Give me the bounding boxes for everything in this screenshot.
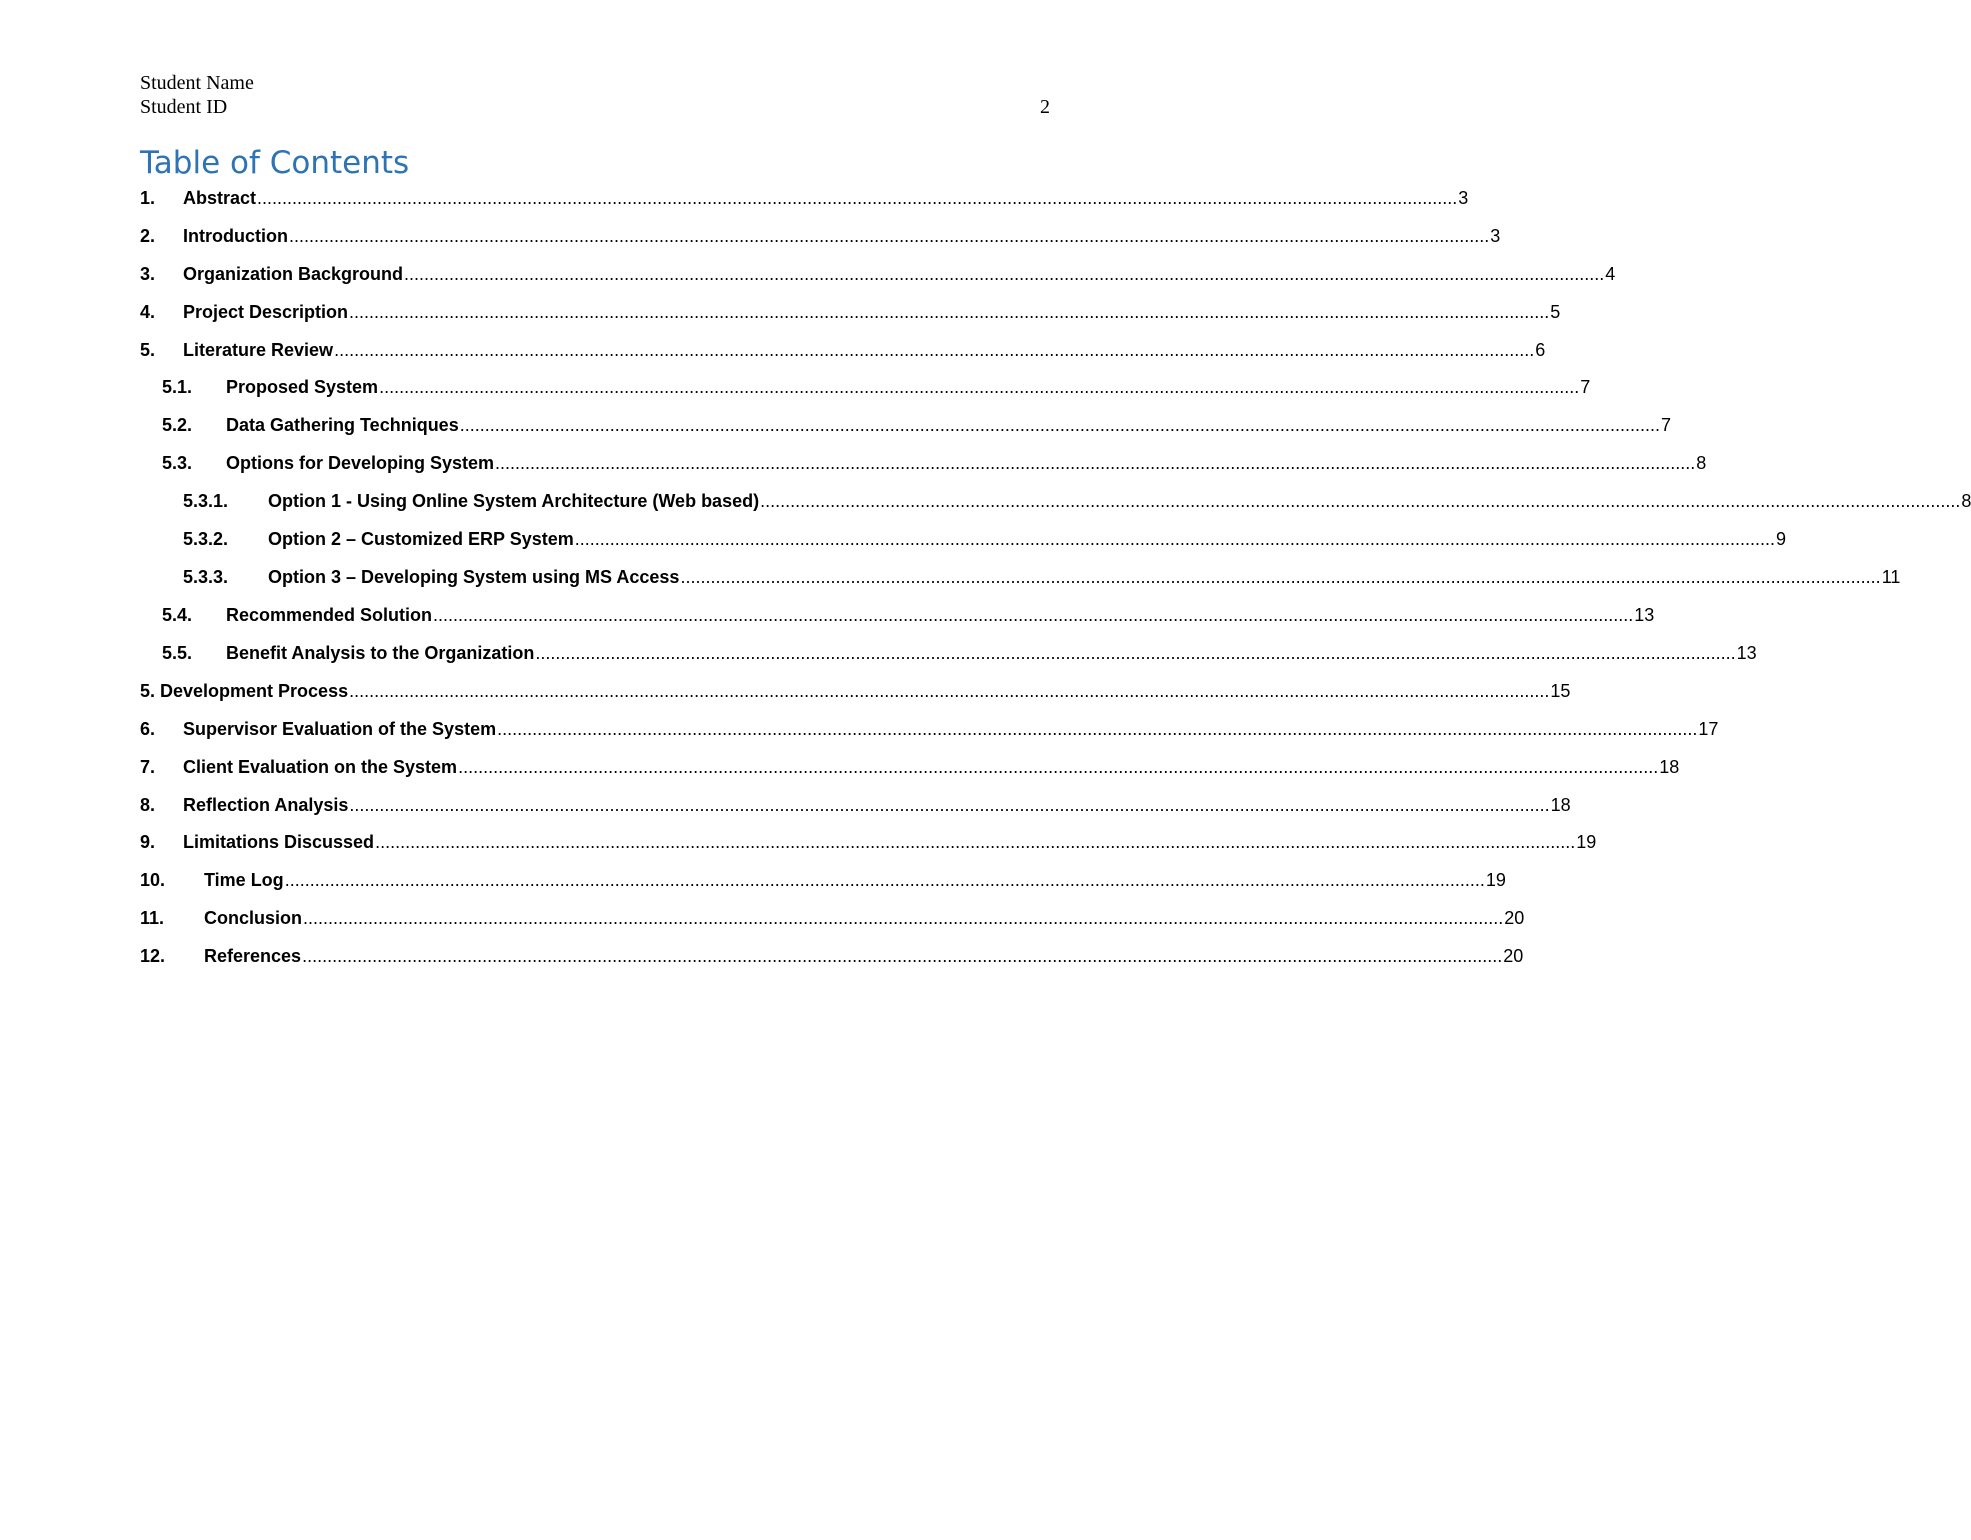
toc-entry-title: 5. Development Process bbox=[140, 680, 349, 701]
toc-entry-number: 12. bbox=[140, 945, 166, 966]
toc-entry-development-process[interactable] bbox=[140, 672, 1571, 710]
toc-entry-title: References bbox=[204, 945, 302, 966]
toc-leader: ................................................................................................................................................................................................................................................ bbox=[284, 869, 1485, 890]
toc-leader: ................................................................................................................................................................................................................................................ bbox=[303, 907, 1504, 928]
toc-entry-page: 13 bbox=[1634, 604, 1655, 625]
toc-entry-page: 13 bbox=[1736, 642, 1757, 663]
toc-leader: ................................................................................................................................................................................................................................................ bbox=[349, 794, 1550, 815]
toc-entry-title: Time Log bbox=[204, 869, 284, 890]
toc-leader: ................................................................................................................................................................................................................................................ bbox=[349, 680, 1550, 701]
toc-entry-number: 5.2. bbox=[162, 414, 193, 435]
toc-entry-page: 18 bbox=[1550, 794, 1571, 815]
toc-entry-number: 5.3.3. bbox=[183, 566, 229, 587]
toc-entry-reflection-analysis[interactable] bbox=[140, 786, 1571, 824]
toc-entry-number: 10. bbox=[140, 869, 166, 890]
toc-leader: ................................................................................................................................................................................................................................................ bbox=[574, 528, 1775, 549]
toc-entry-page: 15 bbox=[1550, 680, 1571, 701]
toc-entry-number: 5. bbox=[140, 339, 156, 360]
toc-entry-number: 5.3.2. bbox=[183, 528, 229, 549]
toc-entry-number: 4. bbox=[140, 301, 156, 322]
toc-leader: ................................................................................................................................................................................................................................................ bbox=[334, 339, 1535, 360]
toc-entry-title: Client Evaluation on the System bbox=[183, 756, 458, 777]
toc-entry-data-gathering[interactable] bbox=[162, 406, 1671, 444]
toc-entry-title: Conclusion bbox=[204, 907, 302, 928]
student-id: Student ID bbox=[140, 96, 228, 118]
toc-entry-title: Reflection Analysis bbox=[183, 794, 349, 815]
toc-entry-limitations[interactable] bbox=[140, 823, 1597, 861]
toc-entry-number: 1. bbox=[140, 187, 156, 208]
toc-entry-project-description[interactable] bbox=[140, 293, 1561, 331]
toc-entry-title: Abstract bbox=[183, 187, 257, 208]
student-name: Student Name bbox=[140, 72, 254, 94]
toc-entry-conclusion[interactable] bbox=[140, 899, 1525, 937]
toc-entry-title: Proposed System bbox=[226, 376, 379, 397]
toc-entry-page: 8 bbox=[1961, 490, 1971, 511]
toc-entry-options-developing[interactable] bbox=[162, 444, 1707, 482]
toc-entry-option-3[interactable] bbox=[183, 558, 1901, 596]
toc-entry-supervisor-evaluation[interactable] bbox=[140, 710, 1719, 748]
toc-entry-option-1[interactable] bbox=[183, 482, 1971, 520]
toc-entry-title: Limitations Discussed bbox=[183, 831, 375, 852]
toc-entry-title: Benefit Analysis to the Organization bbox=[226, 642, 535, 663]
toc-entry-page: 3 bbox=[1458, 187, 1469, 208]
toc-entry-page: 7 bbox=[1580, 376, 1591, 397]
toc-entry-page: 8 bbox=[1696, 452, 1707, 473]
toc-entry-number: 5.5. bbox=[162, 642, 193, 663]
toc-entry-title: Options for Developing System bbox=[226, 452, 495, 473]
toc-entry-page: 9 bbox=[1775, 528, 1786, 549]
toc-entry-title: Data Gathering Techniques bbox=[226, 414, 459, 435]
toc-entry-abstract[interactable] bbox=[140, 179, 1469, 217]
toc-entry-organization-background[interactable] bbox=[140, 255, 1616, 293]
toc-leader: ................................................................................................................................................................................................................................................ bbox=[349, 301, 1550, 322]
toc-entry-number: 8. bbox=[140, 794, 156, 815]
toc-entry-page: 17 bbox=[1698, 718, 1719, 739]
toc-leader: ................................................................................................................................................................................................................................................ bbox=[497, 718, 1698, 739]
toc-entry-time-log[interactable] bbox=[140, 861, 1506, 899]
toc-entry-number: 7. bbox=[140, 756, 156, 777]
toc-entry-number: 3. bbox=[140, 263, 156, 284]
toc-leader: ................................................................................................................................................................................................................................................ bbox=[458, 756, 1659, 777]
toc-entry-page: 5 bbox=[1550, 301, 1561, 322]
toc-entry-page: 4 bbox=[1605, 263, 1616, 284]
toc-entry-client-evaluation[interactable] bbox=[140, 748, 1680, 786]
page-number: 2 bbox=[1040, 96, 1050, 118]
toc-entry-benefit-analysis[interactable] bbox=[162, 634, 1757, 672]
toc-entry-title: Project Description bbox=[183, 301, 349, 322]
toc-leader: ................................................................................................................................................................................................................................................ bbox=[535, 642, 1736, 663]
toc-leader: ................................................................................................................................................................................................................................................ bbox=[404, 263, 1605, 284]
toc-leader: ................................................................................................................................................................................................................................................ bbox=[680, 566, 1881, 587]
toc-entry-proposed-system[interactable] bbox=[162, 368, 1591, 406]
toc-entry-page: 6 bbox=[1535, 339, 1546, 360]
toc-entry-title: Recommended Solution bbox=[226, 604, 433, 625]
toc-entry-page: 3 bbox=[1490, 225, 1501, 246]
toc-leader: ................................................................................................................................................................................................................................................ bbox=[288, 225, 1490, 246]
toc-entry-recommended-solution[interactable] bbox=[162, 596, 1655, 634]
toc-entry-page: 18 bbox=[1659, 756, 1680, 777]
toc-leader: ................................................................................................................................................................................................................................................ bbox=[760, 490, 1961, 511]
toc-entry-number: 6. bbox=[140, 718, 156, 739]
toc-entry-number: 11. bbox=[140, 907, 165, 928]
toc-entry-introduction[interactable] bbox=[140, 217, 1501, 255]
toc-entry-title: Supervisor Evaluation of the System bbox=[183, 718, 497, 739]
toc-entry-page: 19 bbox=[1485, 869, 1506, 890]
toc-leader: ................................................................................................................................................................................................................................................ bbox=[375, 831, 1576, 852]
toc-entry-literature-review[interactable] bbox=[140, 331, 1546, 369]
toc-entry-title: Option 2 – Customized ERP System bbox=[268, 528, 574, 549]
toc-leader: ................................................................................................................................................................................................................................................ bbox=[302, 945, 1503, 966]
toc-entry-page: 20 bbox=[1503, 945, 1524, 966]
toc-entry-page: 19 bbox=[1576, 831, 1597, 852]
toc-entry-number: 5.3. bbox=[162, 452, 193, 473]
toc-entry-references[interactable] bbox=[140, 937, 1524, 975]
toc-entry-page: 7 bbox=[1660, 414, 1671, 435]
toc-entry-title: Organization Background bbox=[183, 263, 404, 284]
toc-leader: ................................................................................................................................................................................................................................................ bbox=[459, 414, 1660, 435]
toc-entry-number: 5.3.1. bbox=[183, 490, 229, 511]
toc-entry-page: 11 bbox=[1881, 566, 1901, 587]
page-header bbox=[140, 71, 1050, 119]
toc-leader: ................................................................................................................................................................................................................................................ bbox=[257, 187, 1458, 208]
toc-leader: ................................................................................................................................................................................................................................................ bbox=[379, 376, 1580, 397]
toc-entry-number: 5.1. bbox=[162, 376, 193, 397]
toc-entry-title: Option 1 - Using Online System Architecture (Web based) bbox=[268, 490, 760, 511]
toc-entry-option-2[interactable] bbox=[183, 520, 1786, 558]
toc-entry-title: Literature Review bbox=[183, 339, 334, 360]
toc-entry-title: Introduction bbox=[183, 225, 288, 246]
toc-entry-title: Option 3 – Developing System using MS Access bbox=[268, 566, 680, 587]
toc-entry-page: 20 bbox=[1504, 907, 1525, 928]
toc-leader: ................................................................................................................................................................................................................................................ bbox=[495, 452, 1696, 473]
toc-leader: ................................................................................................................................................................................................................................................ bbox=[433, 604, 1634, 625]
toc-entry-number: 5.4. bbox=[162, 604, 193, 625]
toc-entry-number: 2. bbox=[140, 225, 156, 246]
toc-entry-number: 9. bbox=[140, 831, 156, 852]
toc-title: Table of Contents bbox=[140, 145, 410, 181]
